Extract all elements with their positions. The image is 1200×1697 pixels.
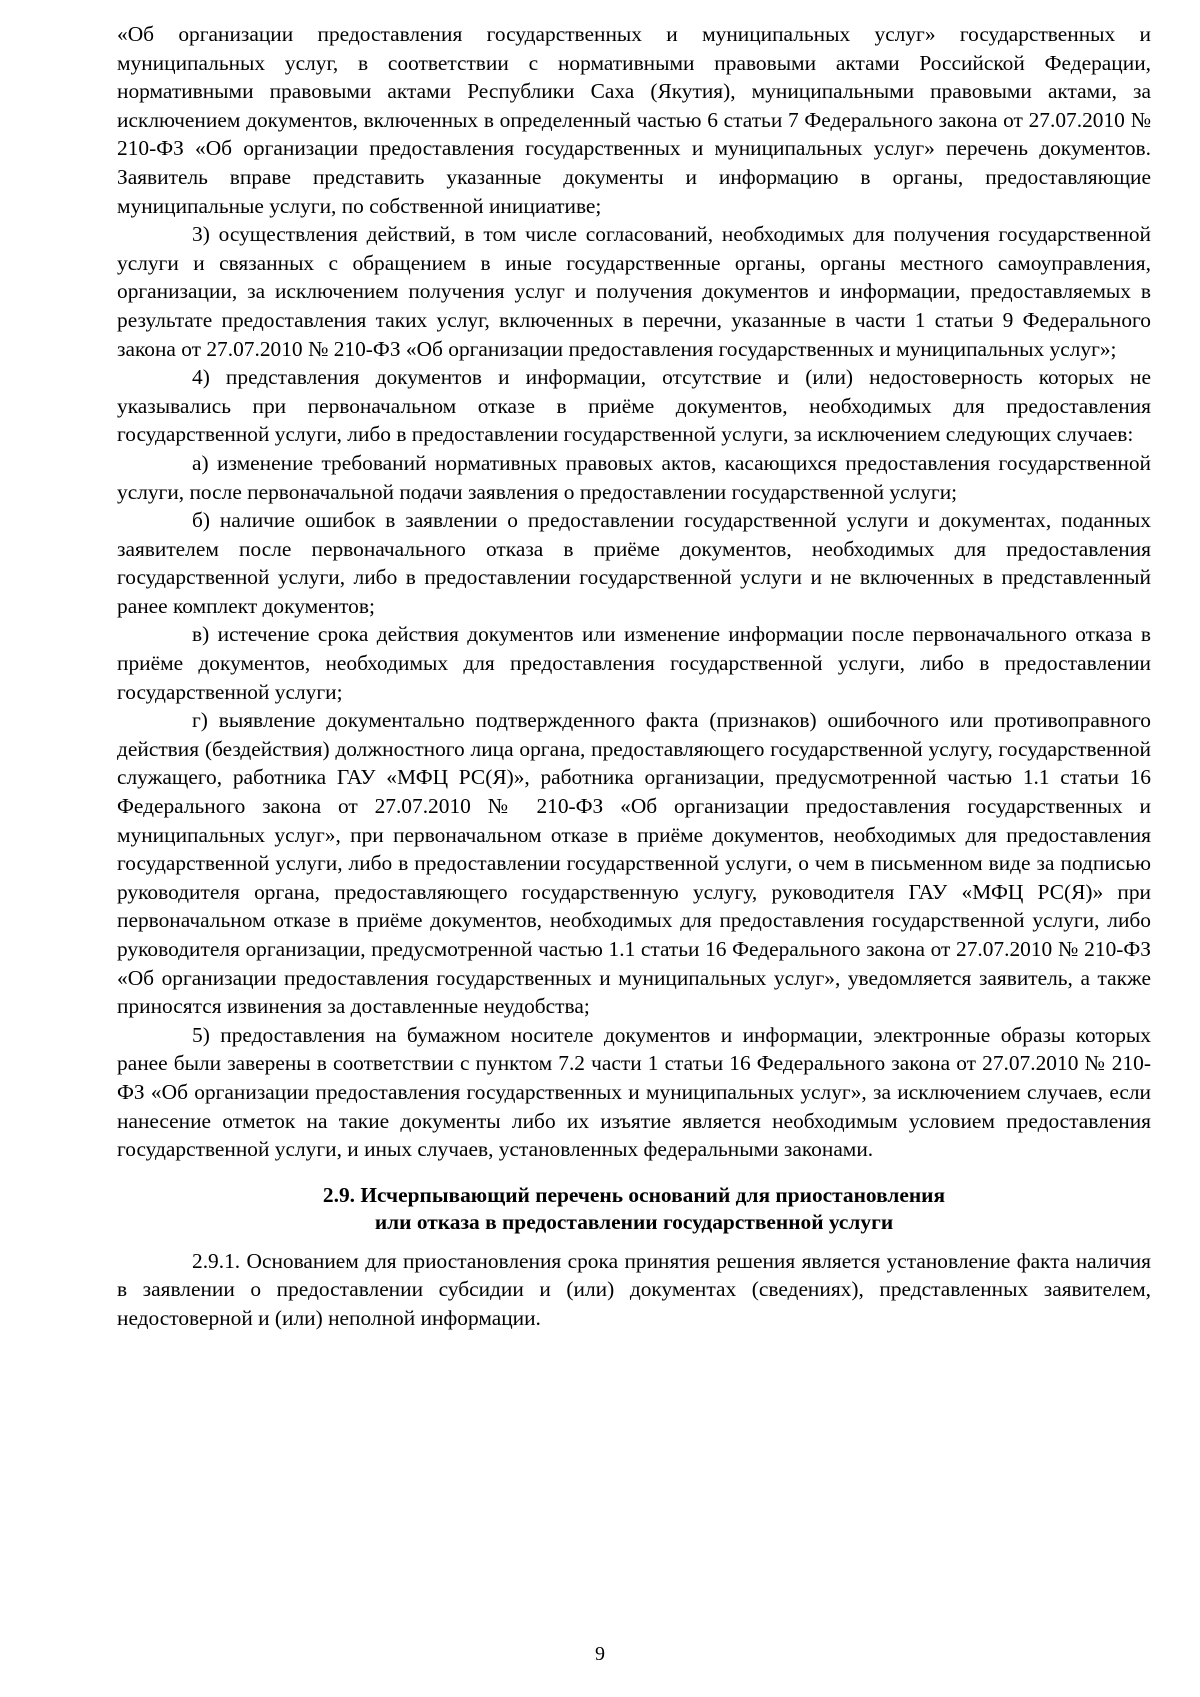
section-heading-line-1: 2.9. Исчерпывающий перечень оснований для приостановления xyxy=(322,1182,946,1207)
paragraph-item-4-b: б) наличие ошибок в заявлении о предоставлении государственной услуги и документах, поданных заявителем после первоначального отказа в приёме документов, необходимых для предоставления государственной услуги, либо в предоставлении государственной услуги и не включенных в представленный ранее комплект документов; xyxy=(117,508,1151,618)
paragraph-item-4-v: в) истечение срока действия документов или изменение информации после первоначального отказа в приёме документов, необходимых для предоставления государственной услуги, либо в предоставлении государственной услуги; xyxy=(117,622,1151,704)
section-heading-line-2: или отказа в предоставлении государственной услуги xyxy=(374,1210,894,1235)
paragraph-item-4-a: а) изменение требований нормативных правовых актов, касающихся предоставления государственной услуги, после первоначальной подачи заявления о предоставлении государственной услуги; xyxy=(117,450,1151,504)
section-heading-2-9 xyxy=(117,1182,1151,1237)
paragraph-item-3: 3) осуществления действий, в том числе согласований, необходимых для получения государственной услуги и связанных с обращением в иные государственные органы, органы местного самоуправления, организации, за исключением получения услуг и получения документов и информации, предоставляемых в результате предоставления таких услуг, включенных в перечни, указанные в части 1 статьи 9 Федерального закона от 27.07.2010 № 210-ФЗ «Об организации предоставления государственных и муниципальных услуг»; xyxy=(117,222,1151,361)
document-page xyxy=(117,20,1151,1333)
body-text-after-heading xyxy=(117,1247,1151,1333)
paragraph-item-4: 4) представления документов и информации, отсутствие и (или) недостоверность которых не указывались при первоначальном отказе в приёме документов, необходимых для предоставления государственной услуги, либо в предоставлении государственной услуги, за исключением следующих случаев: xyxy=(117,365,1151,447)
paragraph-item-4-g: г) выявление документально подтвержденного факта (признаков) ошибочного или противоправного действия (бездействия) должностного лица органа, предоставляющего государственной услугу, государственной служащего, работника ГАУ «МФЦ РС(Я)», работника организации, предусмотренной частью 1.1 статьи 16 Федерального закона от 27.07.2010 № 210-ФЗ «Об организации предоставления государственных и муниципальных услуг», при первоначальном отказе в приёме документов, необходимых для предоставления государственной услуги, либо в предоставлении государственной услуги, о чем в письменном виде за подписью руководителя органа, предоставляющего государственную услугу, руководителя ГАУ «МФЦ РС(Я)» при первоначальном отказе в приёме документов, необходимых для предоставления государственной услуги, либо руководителя организации, предусмотренной частью 1.1 статьи 16 Федерального закона от 27.07.2010 № 210-ФЗ «Об организации предоставления государственных и муниципальных услуг», уведомляется заявитель, а также приносятся извинения за доставленные неудобства; xyxy=(117,708,1151,1019)
body-text-before-heading xyxy=(117,20,1151,1164)
paragraph-continuation: «Об организации предоставления государственных и муниципальных услуг» государственных и муниципальных услуг, в соответствии с нормативными правовыми актами Российской Федерации, нормативными правовыми актами Республики Саха (Якутия), муниципальными правовыми актами, за исключением документов, включенных в определенный частью 6 статьи 7 Федерального закона от 27.07.2010 № 210-ФЗ «Об организации предоставления государственных и муниципальных услуг» перечень документов. Заявитель вправе представить указанные документы и информацию в органы, предоставляющие муниципальные услуги, по собственной инициативе; xyxy=(117,22,1151,218)
page-number: 9 xyxy=(595,1643,605,1665)
paragraph-2-9-1: 2.9.1. Основанием для приостановления срока принятия решения является установление факта наличия в заявлении о предоставлении субсидии и (или) документах (сведениях), представленных заявителем, недостоверной и (или) неполной информации. xyxy=(117,1248,1151,1330)
paragraph-item-5: 5) предоставления на бумажном носителе документов и информации, электронные образы которых ранее были заверены в соответствии с пунктом 7.2 части 1 статьи 16 Федерального закона от 27.07.2010 № 210-ФЗ «Об организации предоставления государственных и муниципальных услуг», за исключением случаев, если нанесение отметок на такие документы либо их изъятие является необходимым условием предоставления государственной услуги, и иных случаев, установленных федеральными законами. xyxy=(117,1022,1151,1162)
